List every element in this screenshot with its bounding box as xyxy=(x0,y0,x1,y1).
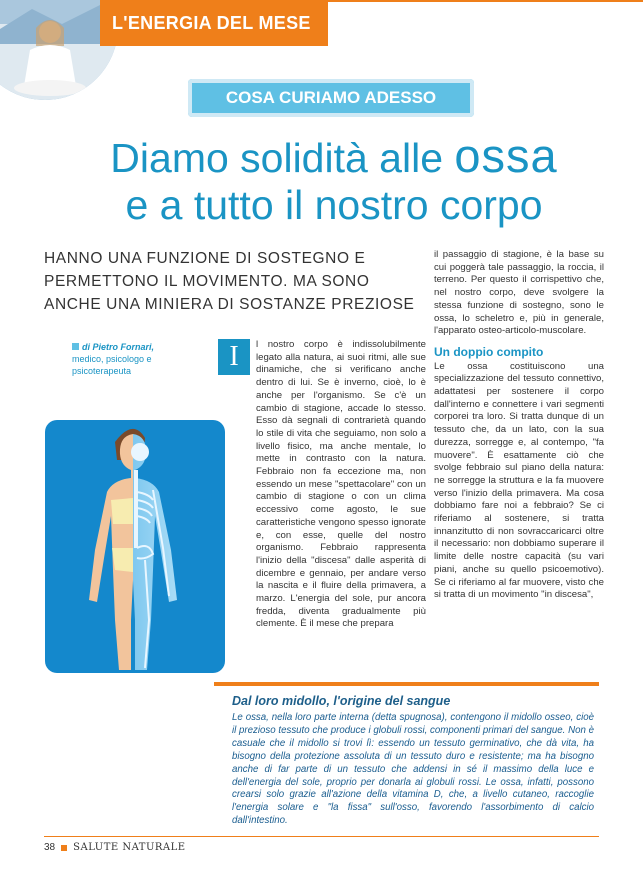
section-header xyxy=(100,0,328,46)
byline-prefix: di xyxy=(82,342,90,352)
article-column-1 xyxy=(256,339,426,631)
section-header-label: L'ENERGIA DEL MESE xyxy=(112,12,311,33)
section-heading: Un doppio compito xyxy=(434,344,544,359)
footer-square-icon xyxy=(61,845,67,851)
sidebar-box-text: Le ossa, nella loro parte interna (detta spugnosa), contengono il midollo osseo, cioè il prezioso tessuto che produce i globuli rossi, componenti primari del sangue. Non è casuale che il midollo si trovi lì: essendo un tessuto germinativo, che dà vita, ha bisogno della protezione assoluta di un tessuto duro e resistente; ma ha bisogno anche di far parte di un tessuto che addensi in sé il massimo della luce e dell'energia del sole, proprio per donarla ai globuli rossi. Le ossa, infatti, possono crearsi solo grazie all'azione della vitamina D, che, a livello cutaneo, raccoglie l'energia solare e "la fissa" sull'osso, favorendo l'assorbimento di calcio dall'intestino. xyxy=(232,712,594,827)
title-line-1-emphasis: ossa xyxy=(454,129,558,182)
square-bullet-icon xyxy=(72,343,79,350)
body-skeleton-illustration xyxy=(45,420,225,673)
header-rule xyxy=(328,0,643,2)
byline xyxy=(72,341,202,377)
rubric-label: COSA CURIAMO ADESSO xyxy=(225,88,437,107)
article-subtitle: HANNO UNA FUNZIONE DI SOSTEGNO E PERMETTONO IL MOVIMENTO. MA SONO ANCHE UNA MINIERA DI SOSTANZE PREZIOSE xyxy=(44,250,415,313)
drop-cap: I xyxy=(218,339,250,375)
article-paragraph-1: l nostro corpo è indissolubilmente legato alla natura, ai suoi ritmi, alle sue dinamiche, che si verificano anche dentro di lui. Se è inverno, cioè, lo è anche per l'organismo. Se c'è un cambio di stagione, accade lo stesso. Esso dà segnali di contrarietà quando lo stile di vita che seguiamo, non solo a livello fisico, ma anche mentale, lo mette in contrasto con la natura. Febbraio non fa eccezione ma, non essendo un mese "spettacolare" con un cambio di stagione o con un clima eccessivo come agosto, le sue caratteristiche vengono spesso ignorate e, con esse, quelle del nostro organismo. Febbraio rappresenta l'inizio della "discesa" dalle asperità di dicembre e gennaio, per andare verso la nascita e il fluire della primavera, a marzo. L'energia del sole, pur ancora fredda, diventa gradualmente più clemente. È il mese che prepara xyxy=(256,339,426,630)
article-paragraph-3: Le ossa costituiscono una specializzazione del tessuto connettivo, adattatesi per sostenere il corpo dall'interno e connettere i vari segmenti corporei tra loro. Si tratta dunque di un tessuto che, da un lato, con la sua durezza, sorregge e, al contempo, "fa muovere". È esattamente ciò che svolge febbraio sul piano della natura: ne sorregge la struttura e la fa muovere verso l'inizio della primavera. Ma cosa dobbiamo fare noi a febbraio? Se ci riferiamo al sostenere, si tratta innanzitutto di non sovraccaricarci oltre il necessario: non dobbiamo superare il limite delle nostre capacità (su vari piani, anche su quello psicoemotivo). Se ci riferiamo al far muovere, visto che si tratta di un movimento "in discesa", xyxy=(434,360,604,601)
title-line-1-prefix: Diamo solidità alle xyxy=(110,135,444,181)
article-paragraph-2: il passaggio di stagione, è la base su cui poggerà tale passaggio, la roccia, il terreno. Per questo il corrispettivo che, nel nostro corpo, deve svolgere la stessa funzione di sostegno, sono le ossa, lo scheletro e, più in generale, l'apparato osteo-articolo-muscolare. xyxy=(434,249,604,337)
box-top-rule xyxy=(214,682,599,686)
article-column-2 xyxy=(434,249,604,602)
byline-author: Pietro Fornari, xyxy=(92,342,155,352)
rubric-badge xyxy=(188,79,474,117)
box-bottom-rule xyxy=(44,836,599,837)
sidebar-box-title: Dal loro midollo, l'origine del sangue xyxy=(232,694,451,708)
title-line-1 xyxy=(44,129,624,182)
article-title xyxy=(44,129,624,229)
page-number: 38 xyxy=(44,842,56,853)
magazine-name: SALUTE NATURALE xyxy=(73,842,186,853)
title-line-2: e a tutto il nostro corpo xyxy=(125,182,543,228)
byline-role: medico, psicologo e psicoterapeuta xyxy=(72,354,152,376)
page-footer xyxy=(44,842,186,853)
